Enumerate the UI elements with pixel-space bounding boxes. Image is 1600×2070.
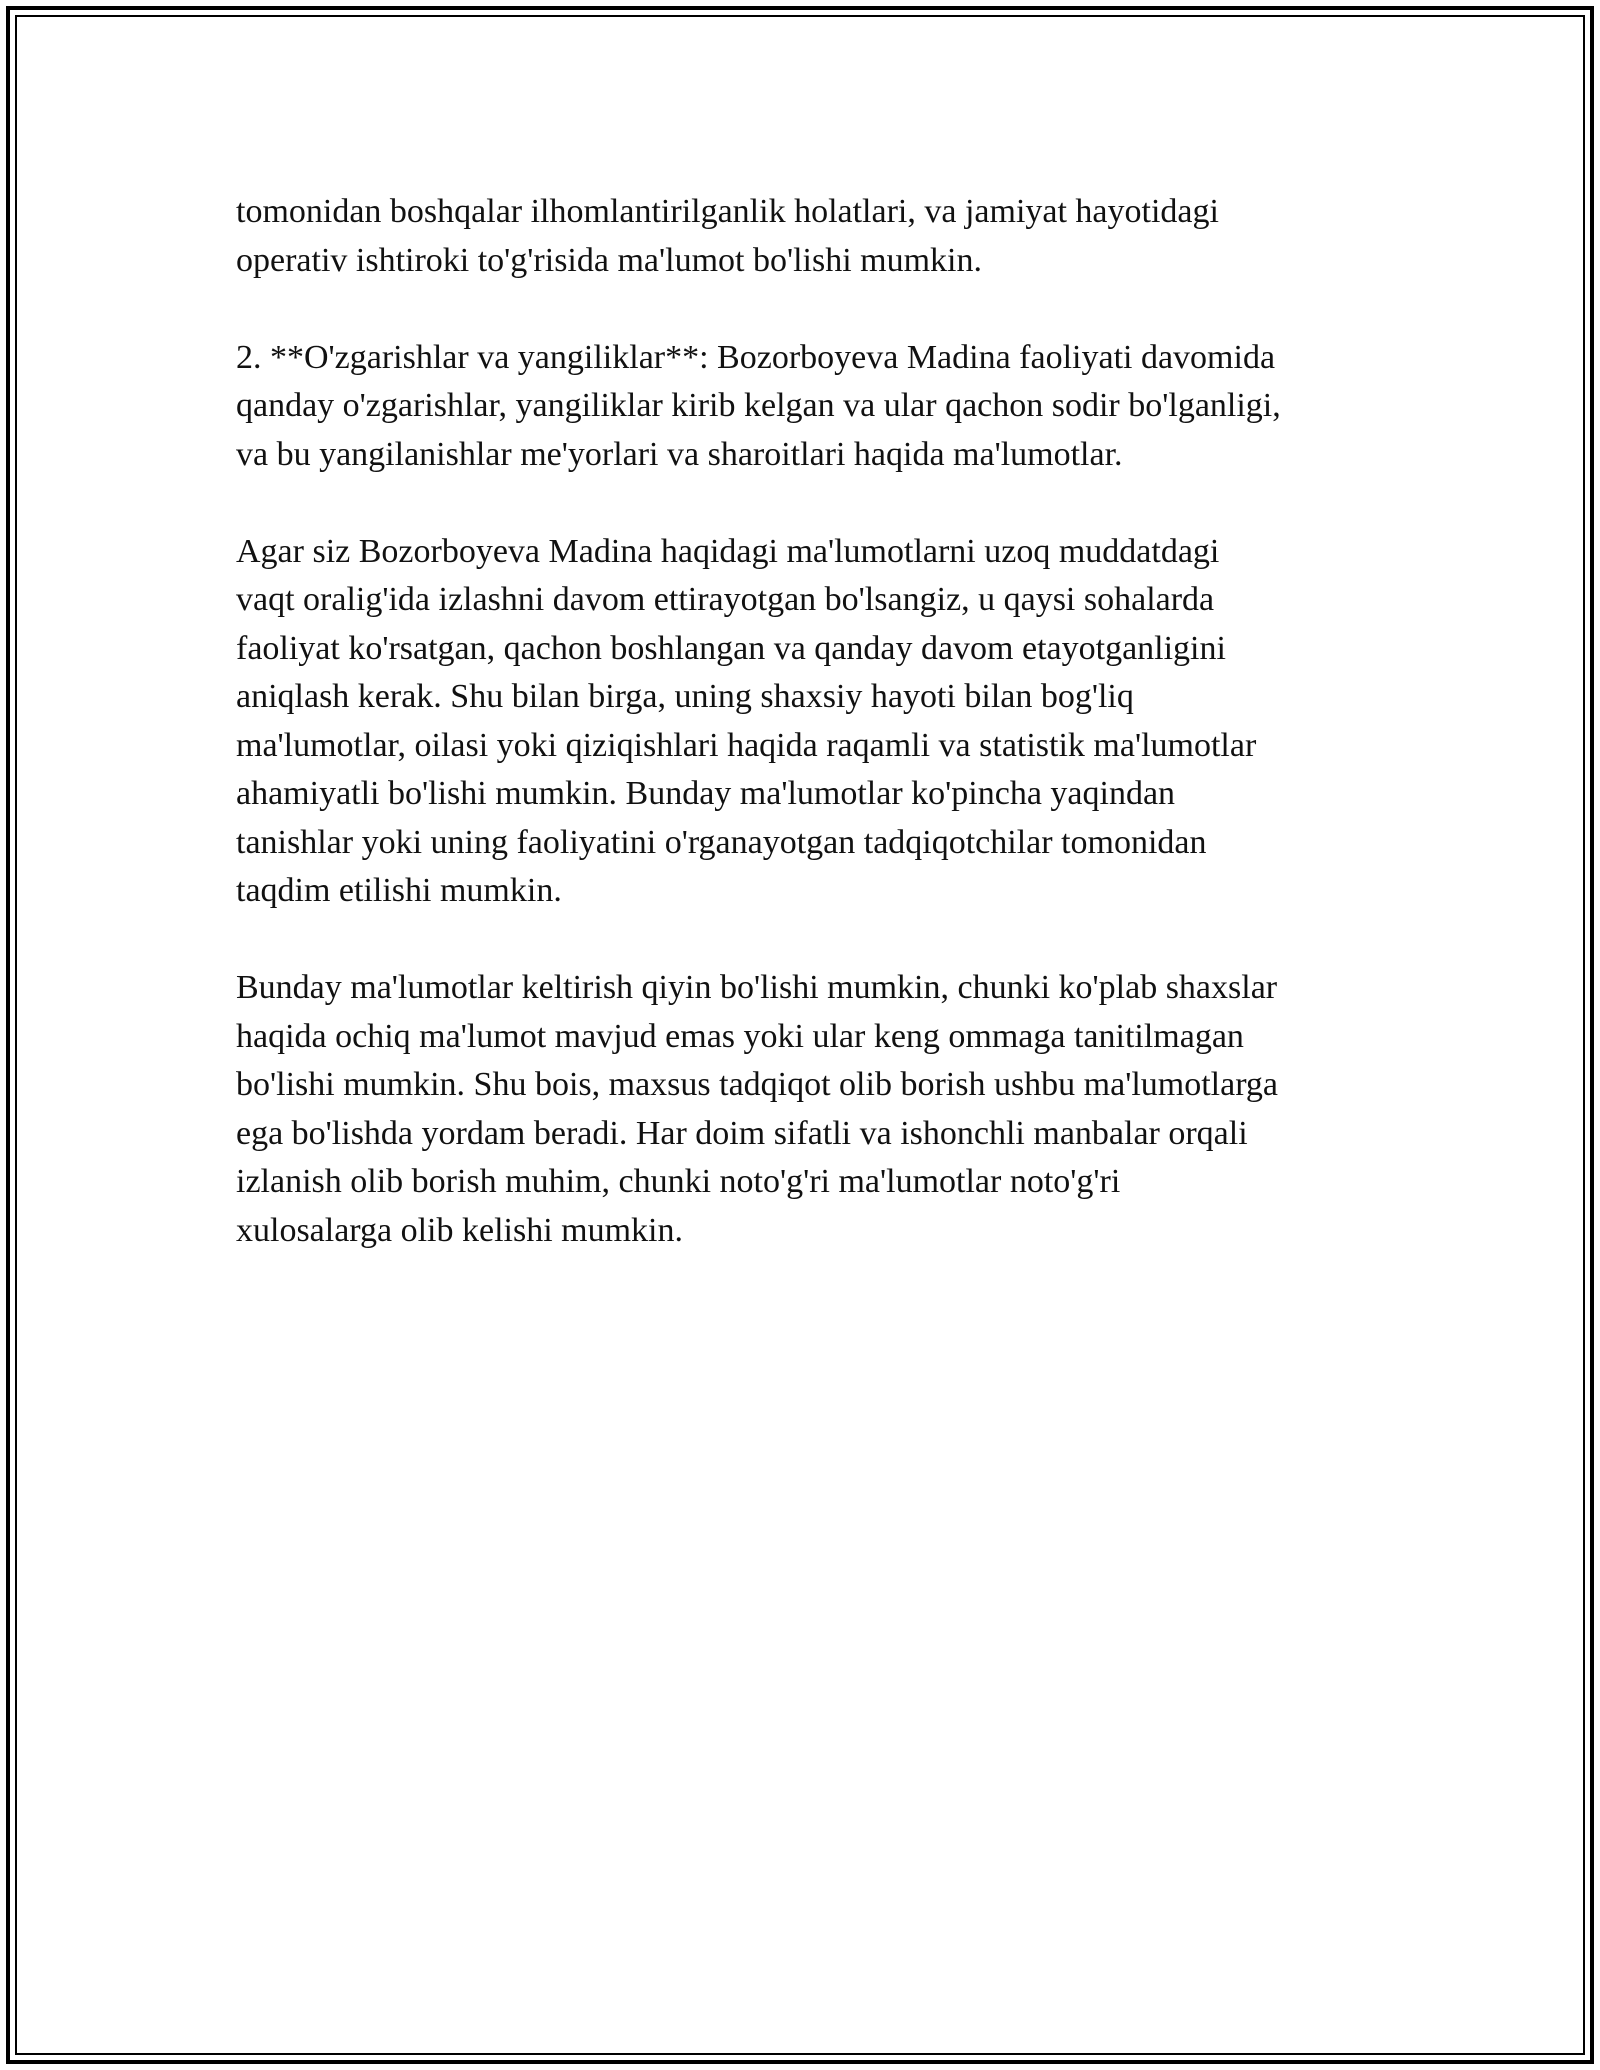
text-line: taqdim etilishi mumkin. (236, 872, 562, 909)
text-line: ega bo'lishda yordam beradi. Har doim sifatli va ishonchli manbalar orqali (236, 1114, 1248, 1152)
document-body (236, 188, 1376, 1304)
text-line: qanday o'zgarishlar, yangiliklar kirib kelgan va ular qachon sodir bo'lganligi, (236, 387, 1281, 424)
text-line: ahamiyatli bo'lishi mumkin. Bunday ma'lumotlar ko'pincha yaqindan (236, 775, 1176, 812)
text-line: aniqlash kerak. Shu bilan birga, uning shaxsiy hayoti bilan bog'liq (236, 678, 1134, 715)
text-line: izlanish olib borish muhim, chunki noto'g'ri ma'lumotlar noto'g'ri (236, 1163, 1121, 1200)
text-line: Agar siz Bozorboyeva Madina haqidagi ma'lumotlarni uzoq muddatdagi (236, 532, 1220, 570)
paragraph-3 (236, 528, 1376, 916)
text-line: va bu yangilanishlar me'yorlari va sharoitlari haqida ma'lumotlar. (236, 435, 1123, 473)
text-line: 2. **O'zgarishlar va yangiliklar**: Bozorboyeva Madina faoliyati davomida (236, 338, 1276, 376)
text-line: haqida ochiq ma'lumot mavjud emas yoki ular keng ommaga tanitilmagan (236, 1017, 1244, 1055)
text-line: Bunday ma'lumotlar keltirish qiyin bo'lishi mumkin, chunki ko'plab shaxslar (236, 969, 1278, 1006)
text-line: ma'lumotlar, oilasi yoki qiziqishlari haqida raqamli va statistik ma'lumotlar (236, 726, 1257, 764)
text-line: operativ ishtiroki to'g'risida ma'lumot bo'lishi mumkin. (236, 241, 983, 279)
paragraph-4 (236, 964, 1376, 1255)
text-line: faoliyat ko'rsatgan, qachon boshlangan va qanday davom etayotganligini (236, 629, 1226, 667)
text-line: bo'lishi mumkin. Shu bois, maxsus tadqiqot olib borish ushbu ma'lumotlarga (236, 1066, 1279, 1103)
text-line: vaqt oralig'ida izlashni davom ettirayotgan bo'lsangiz, u qaysi sohalarda (236, 581, 1215, 618)
text-line: xulosalarga olib kelishi mumkin. (236, 1211, 683, 1249)
text-line: tanishlar yoki uning faoliyatini o'rganayotgan tadqiqotchilar tomonidan (236, 823, 1207, 861)
paragraph-2 (236, 334, 1376, 480)
paragraph-1 (236, 188, 1376, 285)
text-line: tomonidan boshqalar ilhomlantirilganlik holatlari, va jamiyat hayotidagi (236, 193, 1219, 230)
